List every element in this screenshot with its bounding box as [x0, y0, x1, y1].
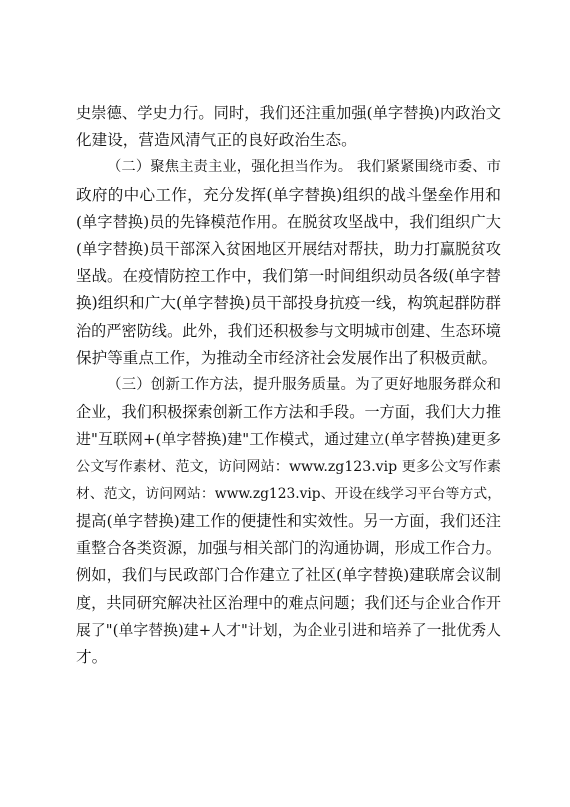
paragraph-2	[76, 154, 501, 372]
text-line: 提高(单字替换)建工作的便捷性和实效性。另一方面，我们还注	[76, 512, 501, 531]
text-line: 进"互联网+(单字替换)建"工作模式，通过建立(单字替换)建更多	[76, 430, 501, 449]
text-line: 展了"(单字替换)建+人才"计划，为企业引进和培养了一批优秀人	[76, 621, 501, 639]
text-line: 才。	[76, 648, 108, 667]
document-body	[76, 100, 501, 671]
text-line: 治的严密防线。此外，我们还积极参与文明城市创建、生态环境	[76, 321, 501, 340]
text-line: 度，共同研究解决社区治理中的难点问题；我们还与企业合作开	[76, 593, 501, 612]
text-line: 公文写作素材、范文，访问网站：www.zg123.vip 更多公文写作素	[76, 458, 501, 475]
text-line: 例如，我们与民政部门合作建立了社区(单字替换)建联席会议制	[76, 566, 501, 585]
text-line: 史崇德、学史力行。同时，我们还注重加强(单字替换)内政治文	[76, 104, 501, 122]
paragraph-3	[76, 372, 501, 671]
text-line: 企业，我们积极探索创新工作方法和手段。一方面，我们大力推	[76, 403, 501, 422]
paragraph-1	[76, 100, 501, 154]
text-line: （二）聚焦主责主业，强化担当作为。 我们紧紧围绕市委、市	[107, 159, 501, 176]
text-line: 政府的中心工作，充分发挥(单字替换)组织的战斗堡垒作用和	[76, 185, 501, 204]
text-line: 化建设，营造风清气正的良好政治生态。	[76, 131, 357, 150]
text-line: 换)组织和广大(单字替换)员干部投身抗疫一线，构筑起群防群	[76, 294, 501, 313]
text-line: (单字替换)员的先锋模范作用。在脱贫攻坚战中，我们组织广大	[76, 212, 501, 231]
text-line: (单字替换)员干部深入贫困地区开展结对帮扶，助力打赢脱贫攻	[76, 240, 501, 259]
text-line: 坚战。在疫情防控工作中，我们第一时间组织动员各级(单字替	[76, 267, 501, 286]
text-line: 重整合各类资源，加强与相关部门的沟通协调，形成工作合力。	[76, 539, 501, 558]
text-line: （三）创新工作方法，提升服务质量。为了更好地服务群众和	[107, 377, 501, 394]
text-line: 材、范文，访问网站：www.zg123.vip、开设在线学习平台等方式，	[76, 485, 501, 502]
text-line: 保护等重点工作，为推动全市经济社会发展作出了积极贡献。	[76, 348, 498, 367]
